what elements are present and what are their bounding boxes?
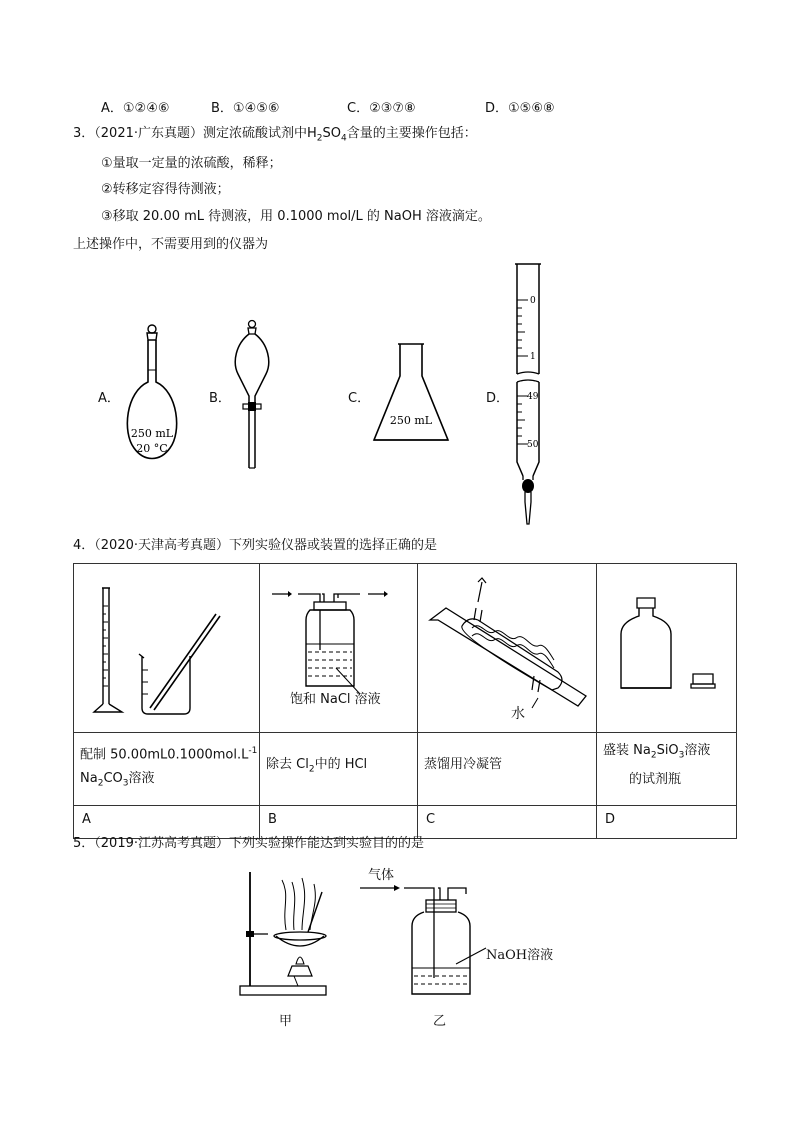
flask-volume-label: 250 mL	[130, 427, 174, 440]
q2-option-d[interactable]: D．①⑤⑥⑧	[485, 101, 555, 116]
q4-desc-c: 蒸馏用冷凝管	[418, 733, 597, 806]
q2-option-c[interactable]: C．②③⑦⑧	[347, 101, 416, 116]
burette-tick-1: 1	[530, 352, 536, 362]
volumetric-flask-icon	[118, 322, 198, 462]
q3-formula: $H_2SO_4$	[307, 126, 347, 144]
q4-choice-b[interactable]: B	[260, 806, 418, 839]
q3-stem	[73, 125, 477, 148]
q4-desc-a: 配制 $50.00mL0.1000mol.L^{-1}$ $Na_2CO_3$溶液	[74, 733, 260, 806]
evaporation-apparatus-icon	[238, 868, 338, 1000]
q4-pic-c	[418, 564, 597, 733]
q4-desc-d: 盛装 $Na_2SiO_3$溶液 的试剂瓶	[597, 733, 737, 806]
q4-table	[73, 563, 737, 839]
gas-absorption-bottle-icon	[360, 882, 570, 1002]
conical-flask-icon	[366, 342, 456, 446]
burette-tick-49: 49	[527, 392, 539, 402]
burette-tick-0: 0	[530, 296, 536, 306]
q4-pic-d	[597, 564, 737, 733]
q4-b-solution-label: 饱和 NaCl 溶液	[290, 692, 381, 707]
flask-temp-label: 20 °C	[136, 442, 168, 455]
conical-volume-label: 250 mL	[389, 414, 433, 427]
fig-jia-caption: 甲	[279, 1014, 293, 1029]
burette-icon	[508, 262, 548, 528]
burette-tick-50: 50	[527, 440, 539, 450]
q5-title: 5．（2019·江苏高考真题）下列实验操作能达到实验目的的是	[73, 836, 424, 851]
graduated-cylinder-beaker-icon	[92, 586, 252, 716]
q5-gas-label: 气体	[368, 868, 395, 883]
q3-option-d-label[interactable]: D．	[486, 391, 510, 406]
q4-c-water-label: 水	[511, 706, 525, 722]
q4-choice-a[interactable]: A	[74, 806, 260, 839]
q3-question: 上述操作中，不需要用到的仪器为	[73, 237, 269, 252]
q2-option-a[interactable]: A．①②④⑥	[101, 101, 170, 116]
q4-choice-d[interactable]: D	[597, 806, 737, 839]
q3-suffix: 含量的主要操作包括：	[346, 126, 477, 141]
q3-step-1: ①量取一定量的浓硫酸，稀释；	[101, 156, 282, 171]
q3-option-c-label[interactable]: C．	[348, 391, 371, 406]
q4-pic-a	[74, 564, 260, 733]
q3-option-b-label[interactable]: B．	[209, 391, 231, 406]
q3-step-2: ②转移定容得待测液；	[101, 182, 230, 197]
q4-pic-b	[260, 564, 418, 733]
q4-choice-c[interactable]: C	[418, 806, 597, 839]
q4-desc-b: 除去 $Cl_2$中的 HCl	[260, 733, 418, 806]
q5-naoh-label: NaOH溶液	[486, 948, 554, 963]
q3-prefix: 3．（2021·广东真题）测定浓硫酸试剂中	[73, 126, 307, 141]
separatory-funnel-icon	[230, 318, 280, 468]
q3-step-3: ③移取 20.00 mL 待测液，用 0.1000 mol/L 的 NaOH 溶液滴定。	[101, 209, 491, 224]
q3-option-a-label[interactable]: A．	[98, 391, 120, 406]
q4-title: 4．（2020·天津高考真题）下列实验仪器或装置的选择正确的是	[73, 538, 437, 553]
reagent-bottle-icon	[607, 594, 727, 694]
q2-option-b[interactable]: B．①④⑤⑥	[211, 101, 280, 116]
gas-washing-bottle-icon	[270, 584, 410, 704]
fig-yi-caption: 乙	[433, 1014, 447, 1029]
